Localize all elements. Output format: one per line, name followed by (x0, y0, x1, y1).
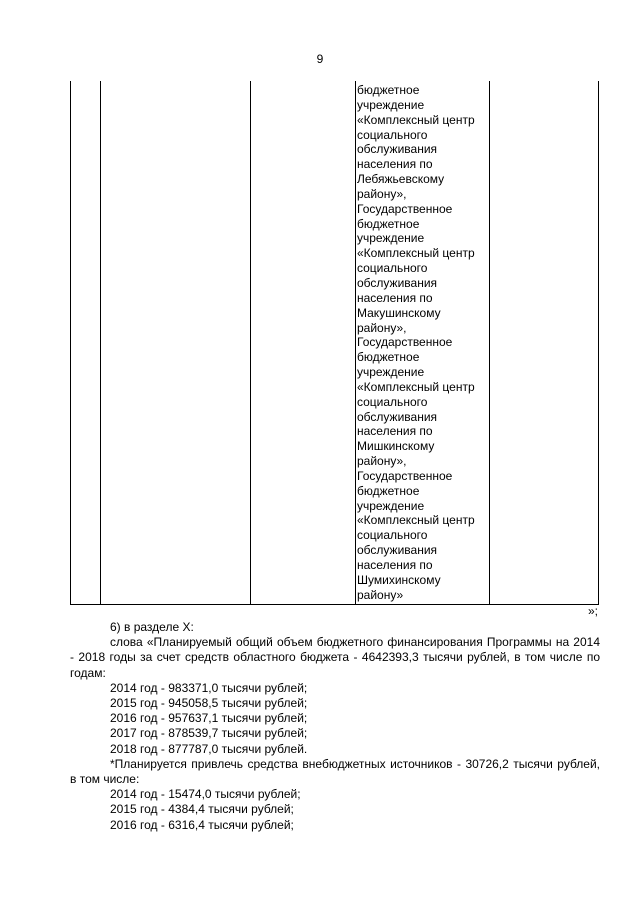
year-line: 2014 год - 983371,0 тысячи рублей; (110, 680, 308, 695)
page-number: 9 (316, 52, 324, 66)
table-column-divider (355, 81, 356, 604)
year-line: 2016 год - 957637,1 тысячи рублей; (110, 711, 308, 726)
extrabudget-paragraph: *Планируется привлечь средства внебюджетных источников - 30726,2 тысячи рублей, в том числе: (70, 756, 600, 787)
year-line: 2017 год - 878539,7 тысячи рублей; (110, 726, 308, 741)
year-line: 2018 год - 877787,0 тысячи рублей. (110, 741, 308, 756)
year-line: 2015 год - 945058,5 тысячи рублей; (110, 696, 308, 711)
table-continuation (70, 81, 599, 605)
item-heading: 6) в разделе X: (110, 620, 194, 634)
table-column-divider (250, 81, 251, 604)
words-paragraph: слова «Планируемый общий объем бюджетного финансирования Программы на 2014 - 2018 годы за счет средств областного бюджета - 4642393,3 тысячи рублей, в том числе по годам: (70, 635, 600, 680)
year-line: 2015 год - 4384,4 тысячи рублей; (110, 802, 294, 817)
executors-cell-text: бюджетное учреждение «Комплексный центр социального обслуживания населения по Лебяжьевскому району», Государственное бюджетное учреждение «Комплексный центр социального обслуживания населения по Макушинскому району», Государственное бюджетное учреждение «Комплексный центр социального обслуживания населения по Мишкинскому району», Государственное бюджетное учреждение «Комплексный центр социального обслуживания населения по Шумихинскому району» (357, 83, 475, 602)
table-column-divider (100, 81, 101, 604)
closing-quote: »; (587, 604, 598, 618)
year-line: 2016 год - 6316,4 тысячи рублей; (110, 817, 294, 832)
amendment-text (70, 620, 600, 833)
year-line: 2014 год - 15474,0 тысячи рублей; (110, 787, 301, 802)
